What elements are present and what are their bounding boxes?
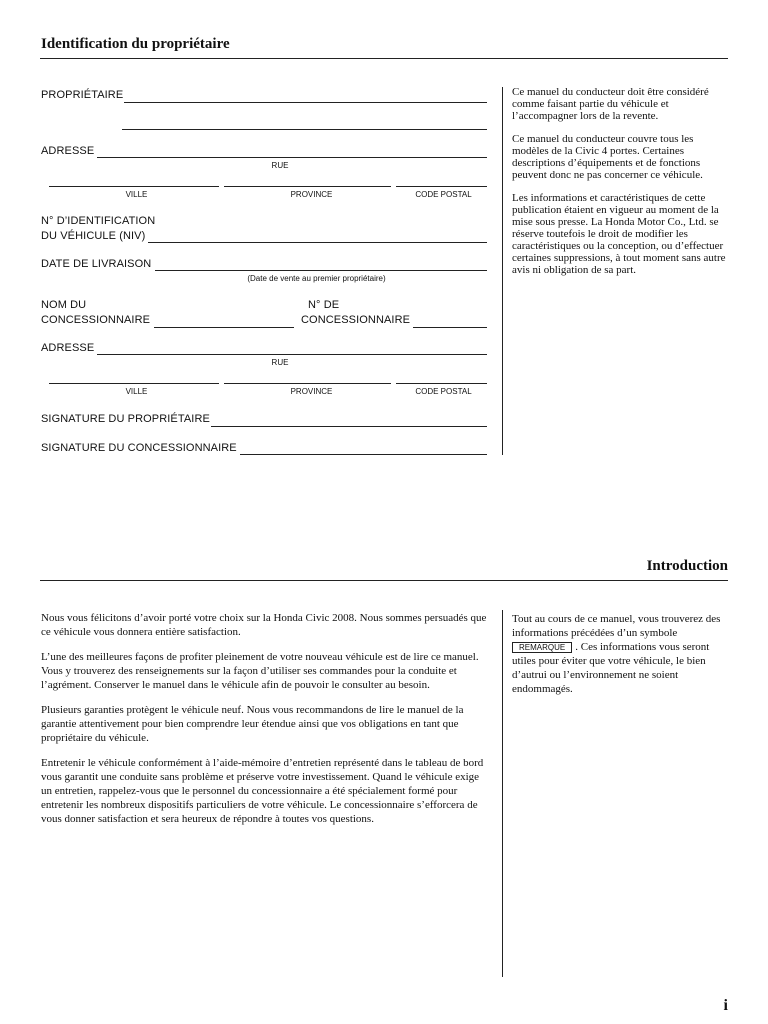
city-caption-2: VILLE (125, 387, 148, 396)
city-caption: VILLE (125, 190, 148, 199)
delivery-date-field[interactable] (155, 270, 487, 271)
dealer-name-label-line-2: CONCESSIONNAIRE (41, 314, 151, 326)
dealer-number-label-line-2: CONCESSIONNAIRE (301, 314, 411, 326)
sidebar-paragraph: Ce manuel du conducteur couvre tous les modèles de la Civic 4 portes. Certaines descriptions d’équipements et de fonctions peuvent donc ne pas concerner ce véhicule. (512, 133, 703, 181)
dealer-number-label-line-1: N° DE (308, 299, 340, 311)
sidebar-notes (512, 86, 726, 276)
street-caption-2: RUE (271, 358, 289, 367)
section-title-introduction: Introduction (646, 558, 728, 574)
intro-paragraph: Plusieurs garanties protègent le véhicule neuf. Nous vous recommandons de lire le manuel de la garantie attentivement pour bien comprendre leur étendue ainsi que vos obligations en tant que propriétaire du véhicule. (41, 704, 464, 744)
remarque-note-text: Tout au cours de ce manuel, vous trouverez des informations précédées d’un symbole (512, 613, 721, 639)
dealer-address-postal-field[interactable] (396, 383, 487, 384)
owner-field-line-2[interactable] (122, 129, 487, 130)
address-city-field[interactable] (49, 186, 219, 187)
delivery-date-label: DATE DE LIVRAISON (41, 258, 152, 270)
address-postal-field[interactable] (396, 186, 487, 187)
remarque-note (512, 612, 726, 696)
vin-field[interactable] (148, 242, 487, 243)
owner-signature-field[interactable] (211, 426, 487, 427)
dealer-signature-label: SIGNATURE DU CONCESSIONNAIRE (41, 442, 237, 454)
dealer-name-label-line-1: NOM DU (41, 299, 87, 311)
introduction-body (41, 611, 489, 826)
intro-paragraph: L’une des meilleures façons de profiter pleinement de votre nouveau véhicule est de lire ce manuel. Vous y trouverez des renseignements sur la façon d’utiliser ses commandes pour la conduite et l’agrément. Conserver le manuel dans le véhicule afin de pouvoir le consulter au besoin. (41, 651, 479, 691)
sidebar-divider (502, 610, 503, 977)
intro-paragraph: Nous vous félicitons d’avoir porté votre choix sur la Honda Civic 2008. Nous sommes persuadés que ce véhicule vous donnera entière satisfaction. (41, 612, 487, 638)
postal-caption-2: CODE POSTAL (415, 387, 472, 396)
dealer-number-field[interactable] (413, 327, 487, 328)
sidebar-paragraph: Ce manuel du conducteur doit être considéré comme faisant partie du véhicule et l’accompagner lors de la revente. (512, 86, 709, 122)
section-divider (40, 580, 728, 581)
page-number: i (723, 997, 728, 1014)
province-caption-2: PROVINCE (290, 387, 333, 396)
sidebar-paragraph: Les informations et caractéristiques de cette publication étaient en vigueur au moment de la mise sous presse. La Honda Motor Co., Ltd. se réserve toutefois le droit de modifier les caractéristiques ou la conception, ou d’effectuer certaines suppressions, à tout moment sans autre avis ni obligation de sa part. (512, 192, 726, 276)
postal-caption: CODE POSTAL (415, 190, 472, 199)
dealer-address-city-field[interactable] (49, 383, 219, 384)
remarque-note-text-2: . Ces informations vous seront utiles pour éviter que votre véhicule, le bien d’autrui ou l’environnement ne soient endommagés. (512, 641, 710, 695)
province-caption: PROVINCE (290, 190, 333, 199)
address-label: ADRESSE (41, 145, 95, 157)
dealer-address-street-field[interactable] (97, 354, 487, 355)
section-divider (40, 58, 728, 59)
dealer-address-province-field[interactable] (224, 383, 391, 384)
vin-label-line-1: N° D’IDENTIFICATION (41, 215, 156, 227)
street-caption: RUE (271, 161, 289, 170)
sidebar-divider (502, 87, 503, 455)
section-title-identification: Identification du propriétaire (41, 36, 230, 52)
owner-signature-label: SIGNATURE DU PROPRIÉTAIRE (41, 413, 210, 425)
owner-label: PROPRIÉTAIRE (41, 89, 124, 101)
dealer-name-field[interactable] (154, 327, 294, 328)
address-province-field[interactable] (224, 186, 391, 187)
owner-field[interactable] (124, 102, 487, 103)
dealer-address-label: ADRESSE (41, 342, 95, 354)
address-street-field[interactable] (97, 157, 487, 158)
vin-label-line-2: DU VÉHICULE (NIV) (41, 230, 146, 242)
dealer-signature-field[interactable] (240, 454, 487, 455)
remarque-badge: REMARQUE (512, 642, 572, 653)
intro-paragraph: Entretenir le véhicule conformément à l’aide-mémoire d’entretien représenté dans le tableau de bord vous garantit une conduite sans problème et préserve votre investissement. Quand le véhicule exige un entretien, rappelez-vous que le personnel du concessionnaire a été spécialement formé pour entretenir les nombreux dispositifs particuliers de votre véhicule. Le concessionnaire s’efforcera de vous donner satisfaction et sera heureux de répondre à toutes vos questions. (41, 757, 484, 825)
delivery-date-note: (Date de vente au premier propriétaire) (247, 274, 386, 283)
